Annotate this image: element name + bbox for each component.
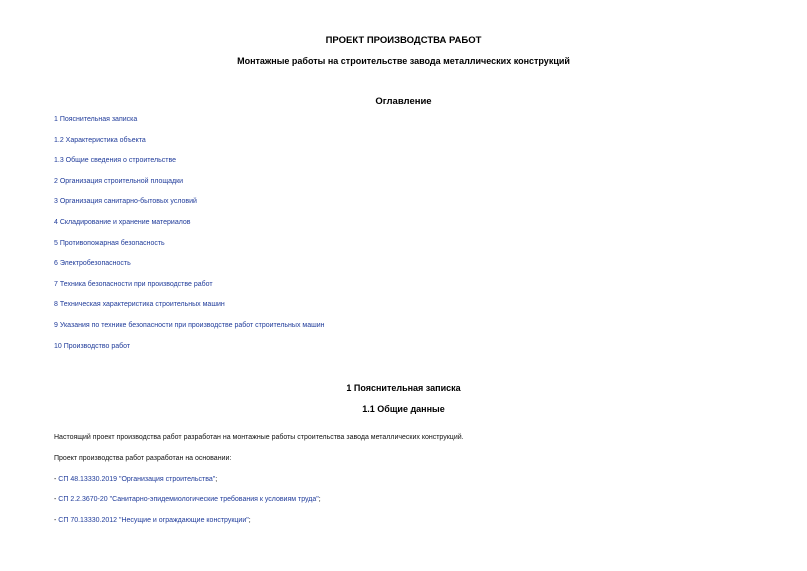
toc-heading: Оглавление (375, 96, 432, 107)
toc-link[interactable]: 1 Пояснительная записка (54, 116, 138, 123)
reference-item (54, 517, 251, 524)
toc-link[interactable]: 3 Организация санитарно-бытовых условий (54, 198, 197, 206)
intro-paragraph: Настоящий проект производства работ разработан на монтажные работы строительства завода металлических конструкций. (54, 434, 464, 441)
reference-item (54, 496, 321, 503)
toc-item (54, 341, 325, 362)
toc-item (54, 217, 325, 238)
toc-link[interactable]: 9 Указания по технике безопасности при производстве работ строительных машин (54, 321, 325, 329)
reference-prefix: - (54, 476, 59, 483)
toc-item (54, 196, 325, 217)
toc-item (54, 176, 325, 197)
toc-link[interactable]: 10 Производство работ (54, 342, 131, 350)
toc-link[interactable]: 4 Складирование и хранение материалов (54, 218, 191, 226)
reference-link[interactable]: СП 2.2.3670-20 "Санитарно-эпидемиологические требования к условиям труда" (58, 496, 319, 503)
toc-item (54, 135, 325, 156)
toc-link[interactable]: 6 Электробезопасность (54, 260, 131, 268)
document-subtitle: Монтажные работы на строительстве завода металлических конструкций (237, 56, 570, 66)
section-subheading: 1.1 Общие данные (362, 404, 445, 414)
reference-suffix: ; (318, 496, 321, 503)
toc-link[interactable]: 1.2 Характеристика объекта (54, 136, 146, 144)
toc-item (54, 258, 325, 279)
toc-item (54, 299, 325, 320)
reference-prefix: - (54, 517, 59, 524)
reference-item (54, 476, 217, 483)
toc-link[interactable]: 7 Техника безопасности при производстве работ (54, 280, 213, 288)
reference-link[interactable]: СП 48.13330.2019 "Организация строительства" (58, 476, 216, 483)
toc-link[interactable]: 5 Противопожарная безопасность (54, 239, 165, 247)
section-heading: 1 Пояснительная записка (346, 383, 461, 393)
reference-suffix: ; (248, 517, 251, 524)
toc-link[interactable]: 8 Техническая характеристика строительных машин (54, 301, 225, 309)
document-title: ПРОЕКТ ПРОИЗВОДСТВА РАБОТ (325, 35, 482, 46)
toc-item (54, 155, 325, 176)
toc-item (54, 114, 325, 135)
toc-link[interactable]: 1.3 Общие сведения о строительстве (54, 157, 177, 165)
toc-link[interactable]: 2 Организация строительной площадки (54, 177, 184, 185)
reference-suffix: ; (215, 476, 218, 483)
toc-item (54, 238, 325, 259)
reference-link[interactable]: СП 70.13330.2012 "Несущие и ограждающие конструкции" (58, 517, 249, 524)
toc-item (54, 279, 325, 300)
reference-prefix: - (54, 496, 59, 503)
basis-paragraph: Проект производства работ разработан на основании: (54, 455, 232, 462)
table-of-contents (54, 114, 325, 361)
toc-item (54, 320, 325, 341)
